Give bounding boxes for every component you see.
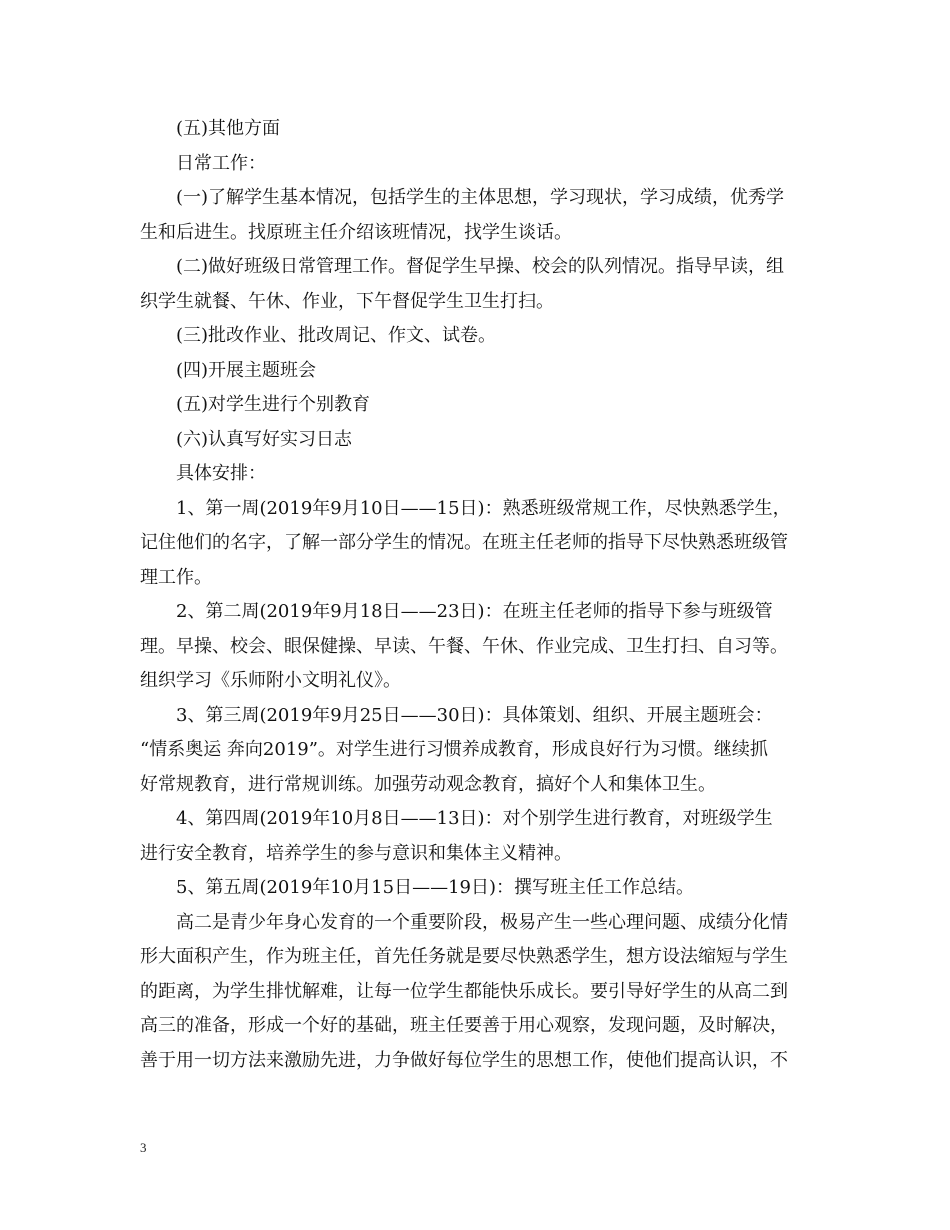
paragraph-line: (一)了解学生基本情况，包括学生的主体思想，学习现状，学习成绩，优秀学 (176, 187, 785, 208)
paragraph-line: (三)批改作业、批改周记、作文、试卷。 (176, 325, 497, 346)
paragraph-line: “情系奥运 奔向2019”。对学生进行习惯养成教育，形成良好行为习惯。继续抓 (140, 739, 768, 760)
paragraph-line: (六)认真写好实习日志 (176, 428, 353, 450)
subheading-schedule: 具体安排： (176, 463, 266, 484)
subheading-daily-work: 日常工作： (176, 152, 266, 174)
paragraph-line: 善于用一切方法来激励先进，力争做好每位学生的思想工作，使他们提高认识，不 (140, 1049, 788, 1071)
paragraph-line: 生和后进生。找原班主任介绍该班情况，找学生谈话。 (140, 221, 572, 243)
paragraph-line: (五)对学生进行个别教育 (176, 394, 371, 415)
paragraph-line: 理工作。 (140, 566, 212, 588)
paragraph-line: 记住他们的名字，了解一部分学生的情况。在班主任老师的指导下尽快熟悉班级管 (140, 532, 788, 553)
paragraph-line: 织学生就餐、午休、作业，下午督促学生卫生打扫。 (140, 290, 554, 312)
paragraph-line: 2、第二周(2019年9月18日——23日)：在班主任老师的指导下参与班级管 (176, 601, 773, 622)
paragraph-line: 4、第四周(2019年10月8日——13日)：对个别学生进行教育，对班级学生 (176, 808, 773, 829)
page-number: 3 (140, 1140, 147, 1155)
paragraph-line: 组织学习《乐师附小文明礼仪》。 (140, 670, 401, 691)
paragraph-line: 好常规教育，进行常规训练。加强劳动观念教育，搞好个人和集体卫生。 (140, 773, 716, 795)
paragraph-line: 进行安全教育，培养学生的参与意识和集体主义精神。 (140, 842, 572, 864)
paragraph-line: 形大面积产生，作为班主任，首先任务就是要尽快熟悉学生，想方设法缩短与学生 (140, 946, 788, 967)
paragraph-line: 理。早操、校会、眼保健操、早读、午餐、午休、作业完成、卫生打扫、自习等。 (140, 635, 788, 657)
paragraph-line: (二)做好班级日常管理工作。督促学生早操、校会的队列情况。指导早读，组 (176, 256, 785, 277)
paragraph-line: 3、第三周(2019年9月25日——30日)：具体策划、组织、开展主题班会： (176, 704, 773, 726)
paragraph-line: (四)开展主题班会 (176, 359, 317, 381)
document-body (140, 112, 812, 1078)
paragraph-line: 1、第一周(2019年9月10日——15日)：熟悉班级常规工作，尽快熟悉学生， (176, 497, 791, 519)
paragraph-line: 的距离，为学生排忧解难，让每一位学生都能快乐成长。要引导好学生的从高二到 (140, 980, 788, 1002)
paragraph-line: 高二是青少年身心发育的一个重要阶段，极易产生一些心理问题、成绩分化情 (176, 911, 788, 933)
paragraph-line: 高三的准备，形成一个好的基础，班主任要善于用心观察，发现问题，及时解决， (140, 1015, 788, 1036)
heading-other-aspects: (五)其他方面 (176, 118, 281, 139)
paragraph-line: 5、第五周(2019年10月15日——19日)：撰写班主任工作总结。 (176, 877, 695, 898)
